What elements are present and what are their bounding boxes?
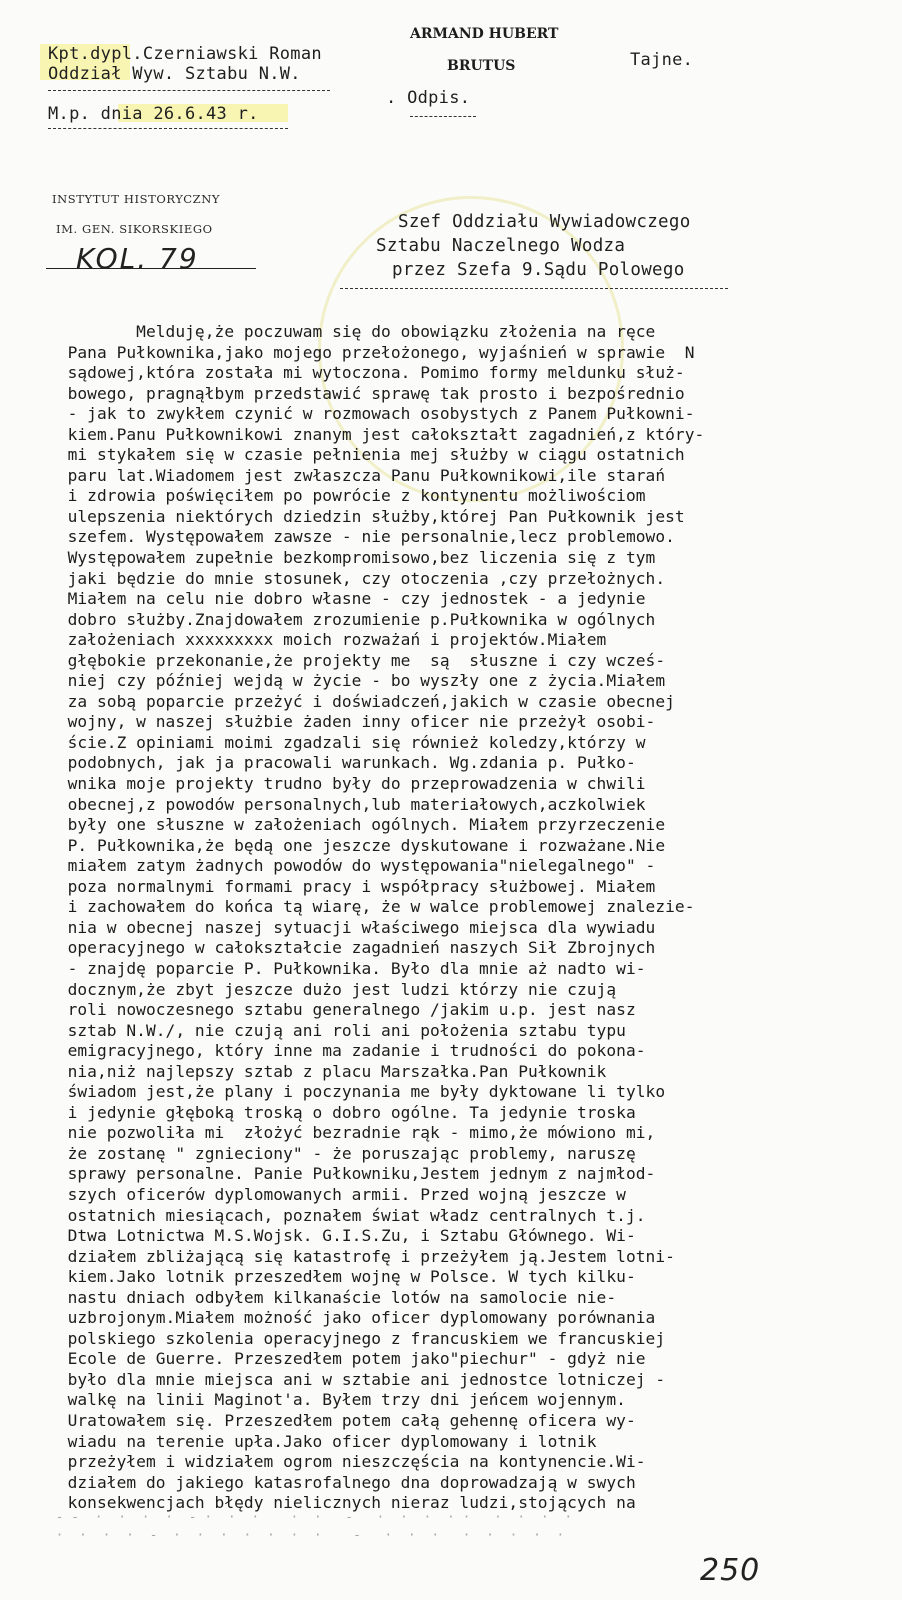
body-line: sądowej,która została mi wytoczona. Pomimo formy meldunku służ- [48, 363, 685, 383]
body-line: wiadu na terenie upła.Jako oficer dyplomowany i lotnik [48, 1431, 597, 1451]
document-date: M.p. dnia 26.6.43 r. [48, 104, 259, 124]
body-line: Melduję,że poczuwam się do obowiązku złożenia na ręce [48, 322, 656, 341]
body-line: dobro służby.Znajdowałem zrozumienie p.Pułkownika w ogólnych [48, 609, 656, 629]
body-line: - znajdę poparcie P. Pułkownika. Było dla mnie aż nadto wi- [48, 958, 646, 978]
body-line: poza normalnymi formami pracy i współpracy służbowej. Miałem [48, 876, 656, 896]
body-line: sprawy personalne. Panie Pułkowniku,Jestem jednym z najmłod- [48, 1164, 656, 1184]
body-line: kiem.Panu Pułkownikowi znanym jest całokształt zagadnień,z który- [48, 424, 705, 444]
body-line: kiem.Jako lotnik przeszedłem wojnę w Polsce. W tych kilku- [48, 1267, 636, 1287]
body-line: wnika moje projekty trudno były do przeprowadzenia w chwili [48, 774, 646, 794]
archive-collection-number: KOL. 79 [76, 242, 199, 275]
sender-underline [48, 90, 330, 91]
body-line: - jak to zwykłem czynić w rozmowach osobystych z Panem Pułkowni- [48, 404, 695, 424]
body-line: przeżyłem i widziałem ogrom nieszczęścia na kontynencie.Wi- [48, 1452, 646, 1472]
body-line: było dla mnie miejsca ani w sztabie ani jednostce lotniczej - [48, 1369, 666, 1389]
body-line: działem zbliżającą się katastrofę i przeżyłem ją.Jestem lotni- [48, 1246, 675, 1266]
body-line: Uratowałem się. Przeszedłem potem całą gehennę oficera wy- [48, 1410, 636, 1430]
body-line: założeniach xxxxxxxxx moich rozważań i projektów.Miałem [48, 630, 607, 650]
archive-stamp-line2: IM. GEN. SIKORSKIEGO [56, 222, 213, 236]
body-line: szych oficerów dyplomowanych armii. Przed wojną jeszcze w [48, 1184, 626, 1204]
page-number: 250 [700, 1553, 761, 1588]
copy-underline [410, 116, 476, 117]
body-line: podobnych, jak ja pracowali warunkach. Wg.zdania p. Pułko- [48, 753, 636, 773]
body-line: roli nowoczesnego sztabu generalnego /jakim u.p. jest nasz [48, 1000, 636, 1020]
body-line: i zachowałem do końca tą wiarę, że w walce problemowej znalezie- [48, 897, 695, 917]
body-line: Miałem na celu nie dobro własne - czy jednostek - a jedynie [48, 589, 646, 609]
body-line: nie pozwoliła mi złożyć bezradnie rąk - mimo,że mówiono mi, [48, 1123, 656, 1143]
body-line: nia,niż najlepszy sztab z placu Marszałka.Pan Pułkownik [48, 1061, 607, 1081]
body-line: nastu dniach odbyłem kilkanaście lotów na samolocie nie- [48, 1287, 617, 1307]
bleed-through-line2: · · · · - · · · · · · · - · · · · · · · · [40, 1528, 565, 1543]
body-line: były one słuszne w założeniach ogólnych. Miałem przyrzeczenie [48, 815, 666, 835]
body-line: uzbrojonym.Miałem możność jako oficer dyplomowany porównania [48, 1308, 656, 1328]
addressee-line3: przez Szefa 9.Sądu Polowego [392, 260, 685, 280]
body-line: szefem. Występowałem zawsze - nie personalnie,lecz problemowo. [48, 527, 675, 547]
body-line: Ecole de Guerre. Przeszedłem potem jako"piechur" - gdyż nie [48, 1349, 646, 1369]
addressee-underline [340, 288, 728, 289]
body-line: ulepszenia niektórych dziedzin służby,której Pan Pułkownik jest [48, 506, 685, 526]
body-line: paru lat.Wiadomem jest zwłaszcza Panu Pułkownikowi,ile starań [48, 465, 666, 485]
body-line: nia w obecnej naszej sytuacji właściwego miejsca dla wywiadu [48, 917, 656, 937]
body-line: operacyjnego w całokształcie zagadnień naszych Sił Zbrojnych [48, 938, 656, 958]
body-line: działem do jakiego katasrofalnego dna doprowadzają w swych [48, 1472, 636, 1492]
body-line: bowego, pragnąłbym przedstawić sprawę tak prosto i bezpośrednio [48, 383, 685, 403]
body-line: mi stykałem się w czasie pełnienia mej służby w ciągu ostatnich [48, 445, 685, 465]
body-line: miałem zatym żadnych powodów do występowania"nielegalnego" - [48, 856, 656, 876]
body-line: świadom jest,że plany i poczynania me były dyktowane li tylko [48, 1082, 666, 1102]
letter-body [48, 322, 868, 1514]
body-line: Występowałem zupełnie bezkompromisowo,bez liczenia się z tym [48, 548, 656, 568]
body-line: wojny, w naszej służbie żaden inny oficer nie przeżył osobi- [48, 712, 656, 732]
body-line: ście.Z opiniami moimi zgadzali się również koledzy,którzy w [48, 732, 646, 752]
date-underline [48, 128, 288, 129]
body-line: P. Pułkownika,że będą one jeszcze dyskutowane i rozważane.Nie [48, 835, 666, 855]
body-line: docznym,że zbyt jeszcze dużo jest ludzi którzy nie czują [48, 979, 617, 999]
addressee-line1: Szef Oddziału Wywiadowczego [398, 212, 691, 232]
body-line: i jedynie głęboką troską o dobro ogólne. Ta jedynie troska [48, 1102, 636, 1122]
body-line: polskiego szkolenia operacyjnego z francuskiem we francuskiej [48, 1328, 666, 1348]
body-line: głębokie przekonanie,że projekty me są słuszne i czy wcześ- [48, 650, 666, 670]
sender-name: Kpt.dypl.Czerniawski Roman [48, 44, 322, 64]
body-line: ostatnich miesiącach, poznałem świat władz centralnych t.j. [48, 1205, 646, 1225]
codename-stamp-line2: BRUTUS [447, 58, 516, 74]
body-line: konsekwencjach błędy nielicznych nieraz ludzi,stojących na [48, 1493, 636, 1513]
body-line: niej czy później wejdą w życie - bo wyszły one z życia.Miałem [48, 671, 666, 691]
body-line: Pana Pułkownika,jako mojego przełożonego, wyjaśnień w sprawie N [48, 342, 695, 362]
body-line: i zdrowia poświęciłem po powrócie z kontynentu możliwościom [48, 486, 646, 506]
body-line: sztab N.W./, nie czują ani roli ani położenia sztabu typu [48, 1020, 626, 1040]
classification-label: Tajne. [630, 50, 694, 70]
archive-stamp-line1: INSTYTUT HISTORYCZNY [52, 192, 221, 206]
body-line: Dtwa Lotnictwa M.S.Wojsk. G.I.S.Zu, i Sztabu Głównego. Wi- [48, 1226, 636, 1246]
body-line: obecnej,z powodów personalnych,lub materiałowych,aczkolwiek [48, 794, 646, 814]
body-line: walkę na linii Maginot'a. Byłem trzy dni jeńcem wojennym. [48, 1390, 626, 1410]
body-line: że zostanę " zgnieciony" - że poruszając problemy, naruszę [48, 1143, 636, 1163]
body-line: jaki będzie do mnie stosunek, czy otoczenia ,czy przełożnych. [48, 568, 666, 588]
body-line: emigracyjnego, który inne ma zadanie i trudności do pokona- [48, 1041, 646, 1061]
body-line: za sobą poparcie przeżyć i doświadczeń,jakich w czasie obecnej [48, 691, 675, 711]
copy-label: . Odpis. [386, 88, 471, 108]
sender-unit: Oddział Wyw. Sztabu N.W. [48, 64, 301, 84]
addressee-line2: Sztabu Naczelnego Wodza [376, 236, 626, 256]
codename-stamp-line1: ARMAND HUBERT [410, 26, 559, 42]
bleed-through-line1: - - · · · · - · · · · · - · · · · · · · · · [40, 1510, 573, 1525]
archive-stamp-underline [46, 268, 256, 269]
